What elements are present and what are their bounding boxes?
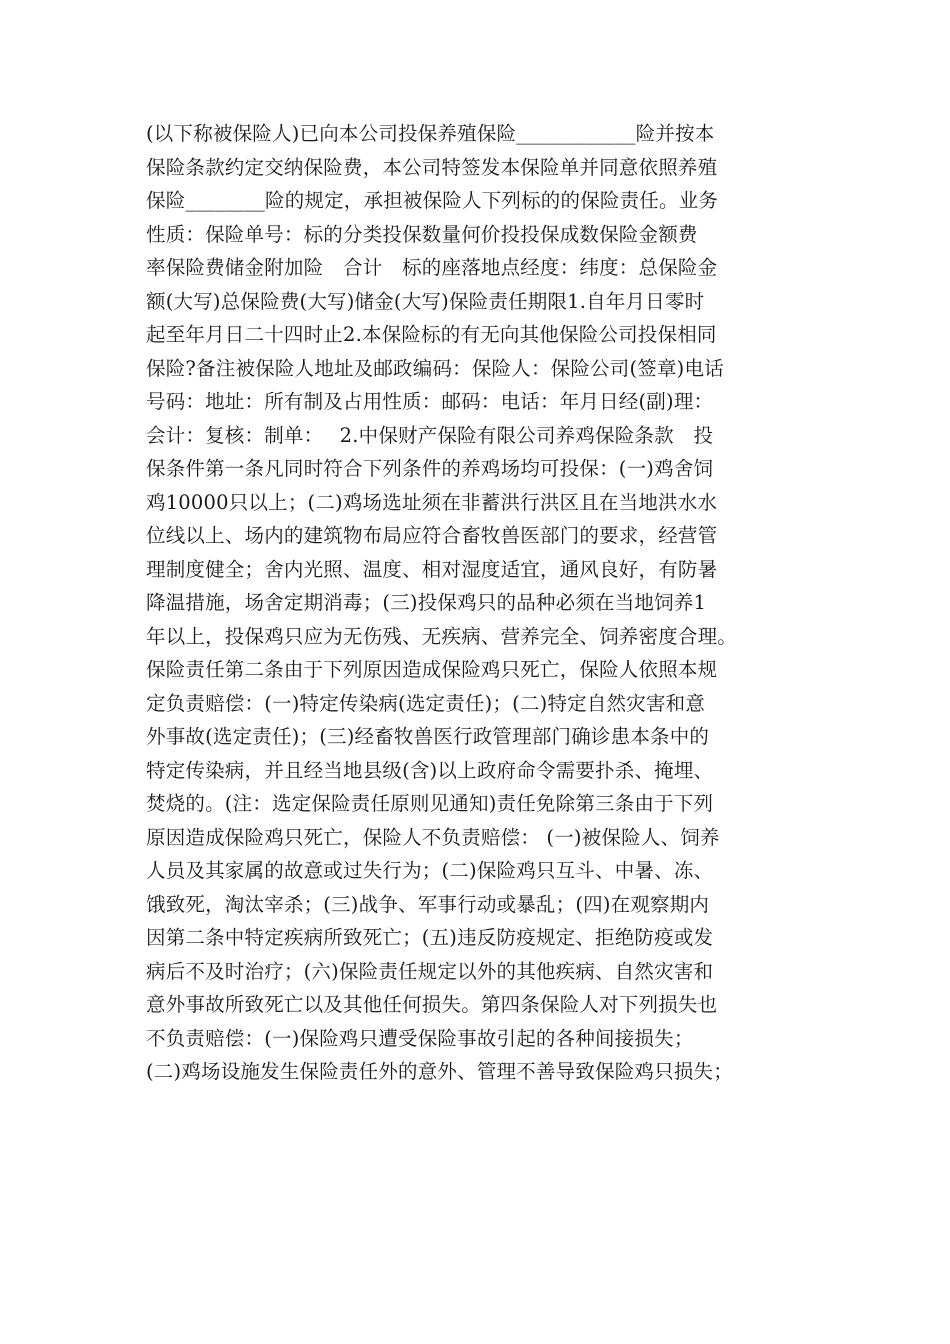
text-line-18: 定负责赔偿：(一)特定传染病(选定责任)；(二)特定自然灾害和意 <box>146 691 706 715</box>
text-line-4: 性质：保险单号：标的分类投保数量何价投投保成数保险金额费 <box>146 222 698 246</box>
text-line-13: 位线以上、场内的建筑物布局应符合畜牧兽医部门的要求，经营管 <box>146 524 718 547</box>
text-line-25: 因第二条中特定疾病所致死亡；(五)违反防疫规定、拒绝防疫或发 <box>146 926 714 949</box>
text-line-19: 外事故(选定责任)；(三)经畜牧兽医行政管理部门确诊患本条中的 <box>146 725 710 748</box>
text-line-12: 鸡10000只以上；(二)鸡场选址须在非蓄洪行洪区且在当地洪水水 <box>146 490 718 514</box>
text-line-7: 起至年月日二十四时止2.本保险标的有无向其他保险公司投保相同 <box>146 323 717 346</box>
text-line-8: 保险?备注被保险人地址及邮政编码：保险人：保险公司(签章)电话 <box>146 356 724 380</box>
text-line-2: 保险条款约定交纳保险费，本公司特签发本保险单并同意依照养殖 <box>146 155 718 179</box>
body-text <box>146 117 826 1089</box>
text-line-11: 保条件第一条凡同时符合下列条件的养鸡场均可投保：(一)鸡舍饲 <box>146 457 714 480</box>
text-line-20: 特定传染病，并且经当地县级(含)以上政府命令需要扑杀、掩埋、 <box>146 758 714 782</box>
text-line-5: 率保险费储金附加险 合计 标的座落地点经度：纬度：总保险金 <box>146 256 718 279</box>
text-line-3: 保险________险的规定，承担被保险人下列标的的保险责任。业务 <box>146 189 719 212</box>
text-line-23: 人员及其家属的故意或过失行为；(二)保险鸡只互斗、中暑、冻、 <box>146 859 714 882</box>
text-line-6: 额(大写)总保险费(大写)储金(大写)保险责任期限1.自年月日零时 <box>146 289 705 313</box>
text-line-17: 保险责任第二条由于下列原因造成保险鸡只死亡，保险人依照本规 <box>146 658 718 681</box>
text-line-16: 年以上，投保鸡只应为无伤残、无疾病、营养完全、饲养密度合理。 <box>146 624 738 648</box>
text-line-24: 饿致死，淘汰宰杀；(三)战争、军事行动或暴乱；(四)在观察期内 <box>146 892 710 916</box>
text-line-26: 病后不及时治疗；(六)保险责任规定以外的其他疾病、自然灾害和 <box>146 959 714 983</box>
text-line-14: 理制度健全；舍内光照、温度、相对湿度适宜，通风良好，有防暑 <box>146 557 718 581</box>
text-line-22: 原因造成保险鸡只死亡，保险人不负责赔偿： (一)被保险人、饲养 <box>146 825 720 849</box>
text-line-10: 会计：复核：制单： 2.中保财产保险有限公司养鸡保险条款 投 <box>146 423 714 447</box>
text-line-21: 焚烧的。(注：选定保险责任原则见通知)责任免除第三条由于下列 <box>146 792 714 815</box>
text-line-29: (二)鸡场设施发生保险责任外的意外、管理不善导致保险鸡只损失； <box>146 1060 733 1083</box>
text-line-27: 意外事故所致死亡以及其他任何损失。第四条保险人对下列损失也 <box>146 993 718 1016</box>
text-line-15: 降温措施，场舍定期消毒；(三)投保鸡只的品种必须在当地饲养1 <box>146 591 707 614</box>
text-line-1: (以下称被保险人)已向本公司投保养殖保险____________险并按本 <box>146 122 715 145</box>
text-line-28: 不负责赔偿：(一)保险鸡只遭受保险事故引起的各种间接损失； <box>146 1026 694 1050</box>
text-line-9: 号码：地址：所有制及占用性质：邮码：电话：年月日经(副)理： <box>146 390 714 413</box>
